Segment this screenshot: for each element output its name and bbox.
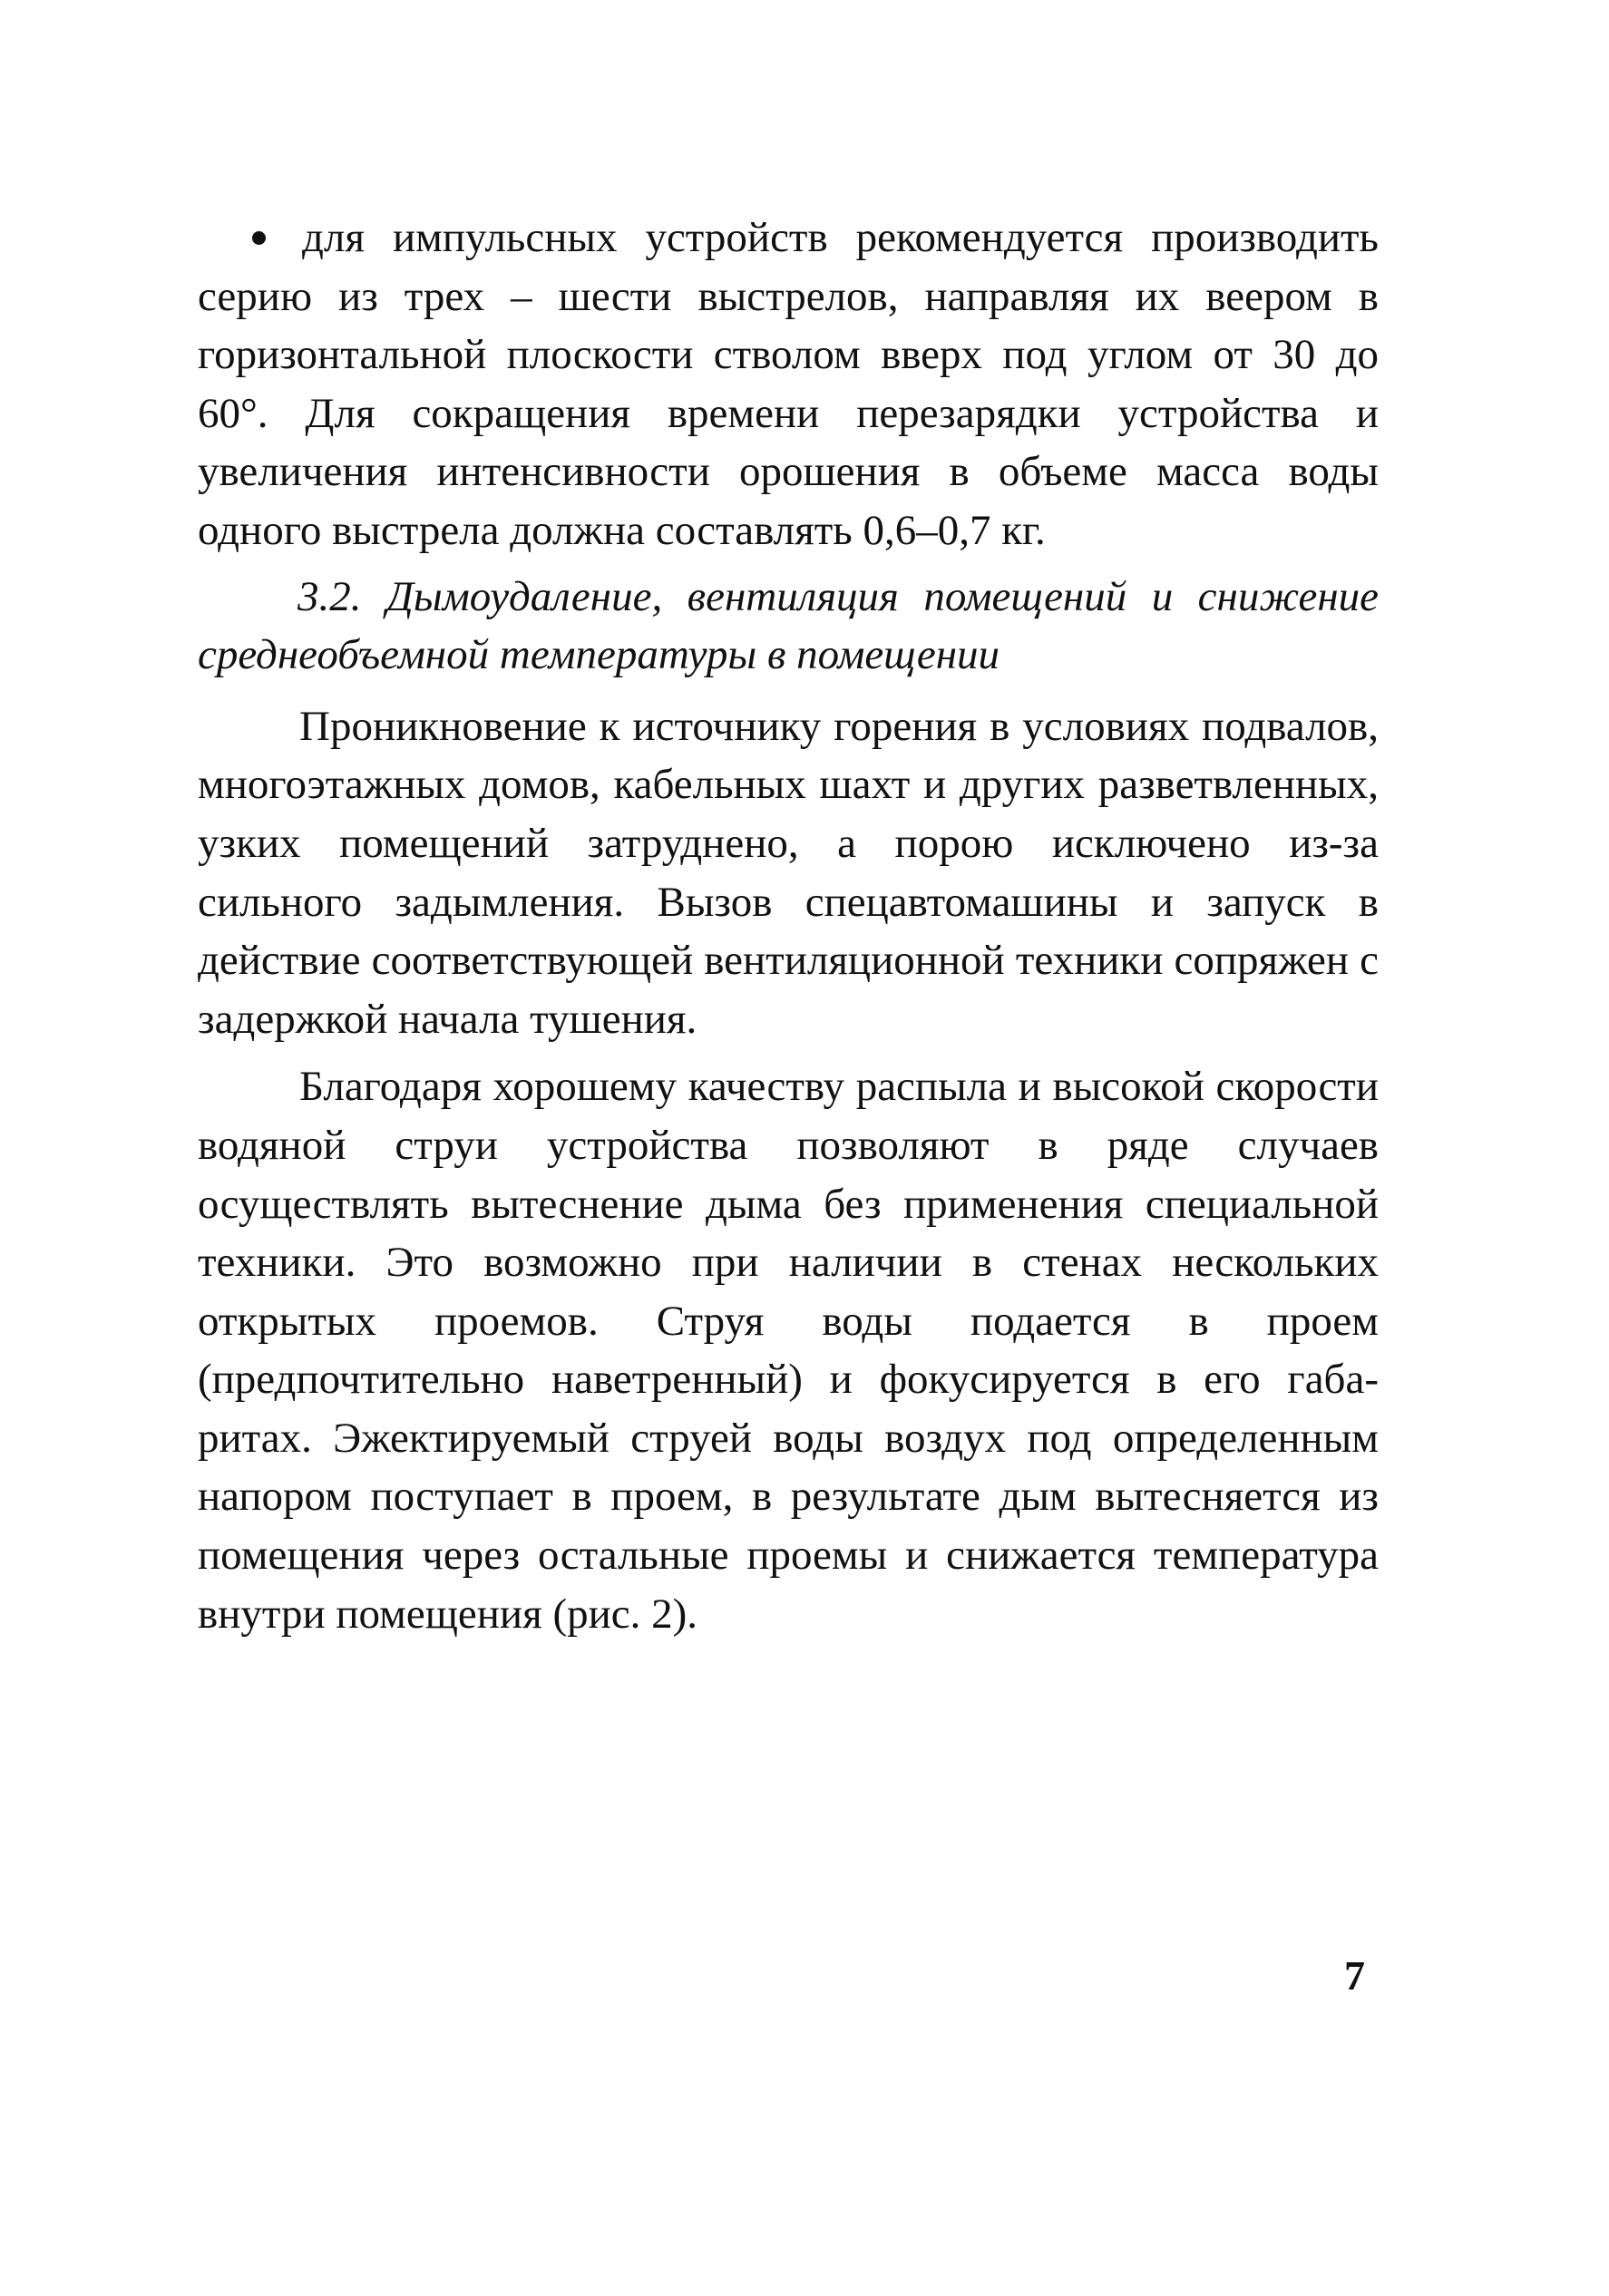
page-number: 7 bbox=[1344, 1952, 1365, 1999]
bullet-text: для импульсных устройств рекомендуется производить серию из трех – шести выстрелов, направляя их веером в горизонтальной плоскости стволом вверх под углом от 30 до 60°. Для сокращения времени перезарядки устройства и увеличения интенсивности орошения в объеме масса воды одного выстрела должна составлять 0,6–0,7 кг. bbox=[198, 214, 1379, 554]
section-heading: 3.2. Дымоудаление, вентиляция помещений и снижение среднеобъемной температуры в помещении bbox=[198, 572, 1379, 679]
paragraph-1: Проникновение к источнику горения в условиях подвалов, многоэтажных домов, кабельных шахт и других разветвленных, узких помещений затруднено, а порою исключено из-за сильного задымления. Вызов спецавтомашины и запуск в действие соответствующей вентиляционной техники сопряжен с задержкой начала тушения. bbox=[198, 702, 1379, 1043]
bullet-list-item bbox=[198, 209, 1379, 560]
body-text bbox=[198, 209, 1379, 1652]
bullet-icon bbox=[252, 231, 266, 245]
paragraph-2: Благодаря хорошему качеству распыла и высокой скорости водяной струи устройства позволяют в ряде случаев осуществлять вытеснение дыма без применения специальной техники. Это возможно при наличии в стенах нескольких открытых проемов. Струя воды подается в проем (предпочтительно наветренный) и фокусируется в его габаритах. Эжектируемый струей воды воздух под определенным напором поступает в проем, в результате дым вытесняется из помещения через остальные проемы и снижается температура внутри помещения (рис. 2). bbox=[198, 1063, 1379, 1638]
